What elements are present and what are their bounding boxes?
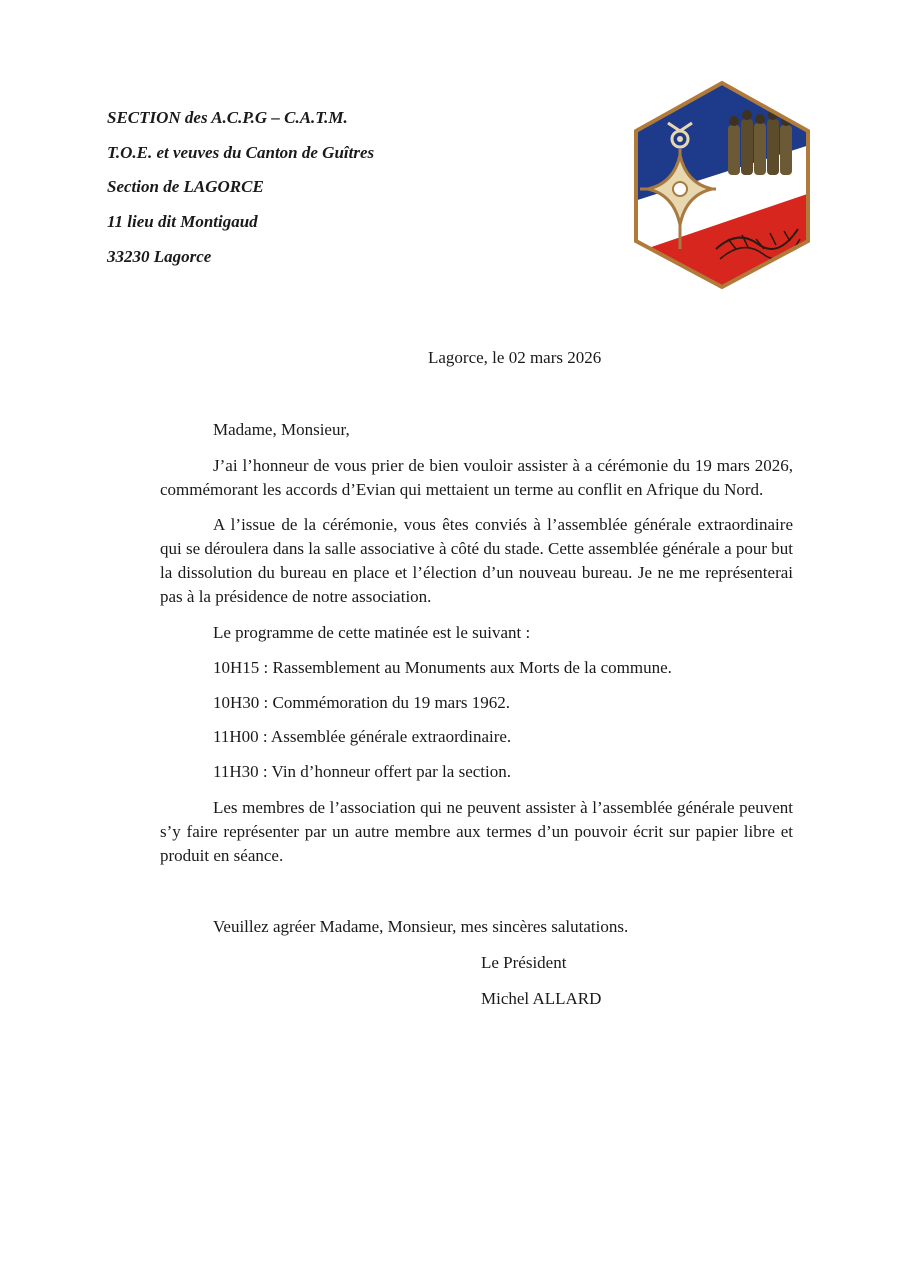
sender-line-city: 33230 Lagorce [107, 246, 212, 266]
sender-line-street: 11 lieu dit Montigaud [107, 212, 258, 232]
program-intro: Le programme de cette matinée est le suivant : [213, 623, 531, 642]
association-emblem [628, 79, 816, 291]
program-item: 10H15 : Rassemblement au Monuments aux Morts de la commune. [213, 658, 672, 677]
sender-line-group: T.O.E. et veuves du Canton de Guîtres [107, 142, 375, 162]
soldiers-icon [728, 110, 792, 175]
program-item: 11H00 : Assemblée générale extraordinaire. [213, 727, 512, 746]
emblem-icon [628, 79, 816, 291]
signature-name: Michel ALLARD [481, 989, 602, 1008]
program-item: 11H30 : Vin d’honneur offert par la section. [213, 762, 511, 781]
paragraph-assembly: A l’issue de la cérémonie, vous êtes conviés à l’assemblée générale extraordinaire qui se déroulera dans la salle associative à côté du stade. Cette assemblée générale a pour but la dissolution du bureau en place et l’élection d’un nouveau bureau. Je ne me représenterai pas à la présidence de notre association. [160, 515, 794, 606]
sender-line-section: SECTION des A.C.P.G – C.A.T.M. [107, 108, 348, 127]
letter-date: Lagorce, le 02 mars 2026 [428, 348, 602, 367]
program-item: 10H30 : Commémoration du 19 mars 1962. [213, 693, 511, 712]
closing-formula: Veuillez agréer Madame, Monsieur, mes sincères salutations. [213, 917, 629, 936]
paragraph-ceremony: J’ai l’honneur de vous prier de bien vouloir assister à a cérémonie du 19 mars 2026, commémorant les accords d’Evian qui mettaient un terme au conflit en Afrique du Nord. [160, 456, 793, 499]
sender-address [107, 104, 374, 277]
salutation: Madame, Monsieur, [213, 420, 350, 439]
paragraph-proxy: Les membres de l’association qui ne peuvent assister à l’assemblée générale peuvent s’y faire représenter par un autre membre aux termes d’un pouvoir écrit sur papier libre et produit en séance. [160, 798, 793, 865]
sender-line-local-section: Section de LAGORCE [107, 177, 264, 197]
signature-title: Le Président [481, 953, 567, 972]
letter-body [160, 418, 793, 1011]
